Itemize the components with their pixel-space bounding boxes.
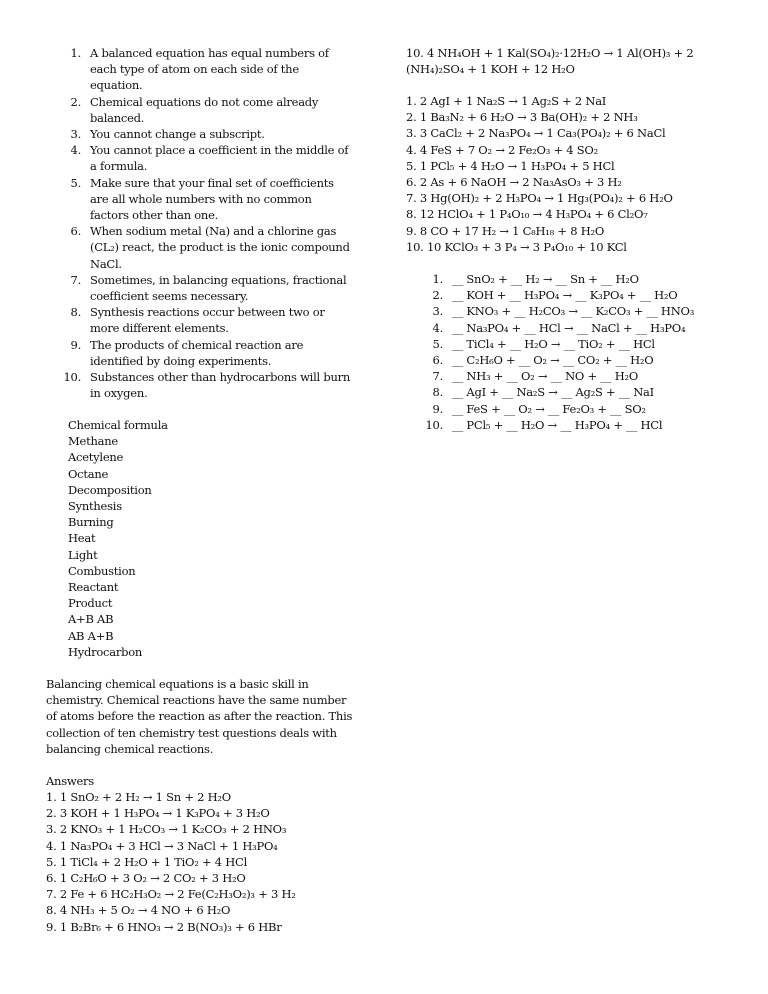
term-item: Chemical formula xyxy=(68,418,168,432)
term-item: Methane xyxy=(68,434,118,449)
answer-line: 7. 3 Hg(OH)₂ + 2 H₃PO₄ → 1 Hg₃(PO₄)₂ + 6 H₂O xyxy=(406,191,673,206)
term-item: A+B AB xyxy=(68,612,114,627)
answers-list xyxy=(46,789,296,935)
statement-text: Chemical equations do not come already balanced. xyxy=(90,94,319,125)
practice-equation: __ FeS + __ O₂ → __ Fe₂O₃ + __ SO₂ xyxy=(452,401,646,416)
answer-line: 4. 4 FeS + 7 O₂ → 2 Fe₂O₃ + 4 SO₂ xyxy=(406,142,598,157)
answer-line: 3. 3 CaCl₂ + 2 Na₃PO₄ → 1 Ca₃(PO₄)₂ + 6 NaCl xyxy=(406,126,666,141)
answer-line: 1. 2 AgI + 1 Na₂S → 1 Ag₂S + 2 NaI xyxy=(406,94,607,108)
answer-line: 9. 8 CO + 17 H₂ → 1 C₈H₁₈ + 8 H₂O xyxy=(406,223,605,238)
answer-line: 8. 12 HClO₄ + 1 P₄O₁₀ → 4 H₃PO₄ + 6 Cl₂O₇ xyxy=(406,207,648,222)
term-item: Hydrocarbon xyxy=(68,644,143,659)
answer-line: 6. 2 As + 6 NaOH → 2 Na₃AsO₃ + 3 H₂ xyxy=(406,175,622,190)
answer-line: 5. 1 TiCl₄ + 2 H₂O + 1 TiO₂ + 4 HCl xyxy=(46,854,248,869)
answers-list-set-2 xyxy=(406,93,673,255)
term-item: Product xyxy=(68,596,113,611)
statement-item: 3. You cannot change a subscript. xyxy=(62,126,352,142)
statement-text: The products of chemical reaction are identified by doing experiments. xyxy=(90,337,304,368)
term-item: Combustion xyxy=(68,563,136,578)
answer-line: 6. 1 C₂H₆O + 3 O₂ → 2 CO₂ + 3 H₂O xyxy=(46,871,246,886)
term-item: Octane xyxy=(68,466,109,481)
answer-line: 5. 1 PCl₅ + 4 H₂O → 1 H₃PO₄ + 5 HCl xyxy=(406,158,615,173)
term-item: Acetylene xyxy=(68,450,124,465)
practice-item: 1. __ SnO₂ + __ H₂ → __ Sn + __ H₂O xyxy=(421,271,721,287)
answer-line: 2. 1 Ba₃N₂ + 6 H₂O → 3 Ba(OH)₂ + 2 NH₃ xyxy=(406,110,638,125)
answer-line: 4. 1 Na₃PO₄ + 3 HCl → 3 NaCl + 1 H₃PO₄ xyxy=(46,838,278,853)
statement-item: 7. Sometimes, in balancing equations, fractional coefficient seems necessary. xyxy=(62,272,352,304)
practice-equation: __ AgI + __ Na₂S → __ Ag₂S + __ NaI xyxy=(452,385,654,400)
practice-item: 2. __ KOH + __ H₃PO₄ → __ K₃PO₄ + __ H₂O xyxy=(421,287,721,303)
practice-equation: __ TiCl₄ + __ H₂O → __ TiO₂ + __ HCl xyxy=(452,336,655,351)
intro-paragraph: Balancing chemical equations is a basic skill in chemistry. Chemical reactions have the same number of atoms before the reaction as after the reaction. This collection of ten chemistry test questions deals with balancing chemical reactions. xyxy=(46,677,353,756)
practice-equation: __ C₂H₆O + __ O₂ → __ CO₂ + __ H₂O xyxy=(452,353,654,368)
answer-line: 7. 2 Fe + 6 HC₂H₃O₂ → 2 Fe(C₂H₃O₂)₃ + 3 H₂ xyxy=(46,887,296,902)
answers-heading: Answers xyxy=(46,774,94,788)
practice-equation: __ Na₃PO₄ + __ HCl → __ NaCl + __ H₃PO₄ xyxy=(452,320,686,335)
answer-line: 9. 1 B₂Br₆ + 6 HNO₃ → 2 B(NO₃)₃ + 6 HBr xyxy=(46,919,282,934)
statement-item: 5. Make sure that your final set of coefficients are all whole numbers with no common factors other than one. xyxy=(62,175,352,224)
term-item: Synthesis xyxy=(68,499,122,514)
term-item: Light xyxy=(68,547,98,562)
term-item: Decomposition xyxy=(68,482,152,497)
practice-item: 10. __ PCl₅ + __ H₂O → __ H₃PO₄ + __ HCl xyxy=(421,417,721,433)
term-item: Reactant xyxy=(68,580,119,595)
practice-item: 5. __ TiCl₄ + __ H₂O → __ TiO₂ + __ HCl xyxy=(421,336,721,352)
practice-equation: __ PCl₅ + __ H₂O → __ H₃PO₄ + __ HCl xyxy=(452,417,663,432)
practice-equation: __ KNO₃ + __ H₂CO₃ → __ K₂CO₃ + __ HNO₃ xyxy=(452,304,695,319)
practice-equation: __ KOH + __ H₃PO₄ → __ K₃PO₄ + __ H₂O xyxy=(452,288,678,303)
statement-text: Sometimes, in balancing equations, fractional coefficient seems necessary. xyxy=(90,272,347,304)
statement-text: You cannot place a coefficient in the middle of a formula. xyxy=(90,143,349,174)
practice-equations xyxy=(421,271,721,433)
answer-line: 3. 2 KNO₃ + 1 H₂CO₃ → 1 K₂CO₃ + 2 HNO₃ xyxy=(46,822,287,837)
practice-item: 9. __ FeS + __ O₂ → __ Fe₂O₃ + __ SO₂ xyxy=(421,401,721,417)
statement-text: Synthesis reactions occur between two or more different elements. xyxy=(90,305,325,336)
practice-equation: __ SnO₂ + __ H₂ → __ Sn + __ H₂O xyxy=(452,272,639,286)
vocabulary-terms xyxy=(68,417,168,660)
answer-line: 10. 10 KClO₃ + 3 P₄ → 3 P₄O₁₀ + 10 KCl xyxy=(406,239,627,254)
term-item: AB A+B xyxy=(68,628,114,643)
statement-item: 2. Chemical equations do not come already balanced. xyxy=(62,94,352,126)
statement-text: You cannot change a subscript. xyxy=(90,127,265,142)
practice-item: 3. __ KNO₃ + __ H₂CO₃ → __ K₂CO₃ + __ HNO₃ xyxy=(421,303,721,319)
statement-text: Make sure that your final set of coefficients are all whole numbers with no common factors other than one. xyxy=(90,175,334,223)
statement-item: 6. When sodium metal (Na) and a chlorine gas (CL₂) react, the product is the ionic compound NaCl. xyxy=(62,223,352,272)
statement-item: 4. You cannot place a coefficient in the middle of a formula. xyxy=(62,142,352,174)
practice-item: 7. __ NH₃ + __ O₂ → __ NO + __ H₂O xyxy=(421,368,721,384)
answer-line: 2. 3 KOH + 1 H₃PO₄ → 1 K₃PO₄ + 3 H₂O xyxy=(46,806,270,821)
answer-line: 1. 1 SnO₂ + 2 H₂ → 1 Sn + 2 H₂O xyxy=(46,790,231,804)
practice-item: 4. __ Na₃PO₄ + __ HCl → __ NaCl + __ H₃PO₄ xyxy=(421,320,721,336)
true-false-statements xyxy=(62,45,352,401)
statement-text: Substances other than hydrocarbons will burn in oxygen. xyxy=(90,370,351,401)
statement-item: 9. The products of chemical reaction are identified by doing experiments. xyxy=(62,337,352,369)
statement-text: When sodium metal (Na) and a chlorine gas (CL₂) react, the product is the ionic compound NaCl. xyxy=(90,224,350,271)
term-item: Burning xyxy=(68,515,114,530)
statement-item: 8. Synthesis reactions occur between two or more different elements. xyxy=(62,304,352,336)
practice-item: 6. __ C₂H₆O + __ O₂ → __ CO₂ + __ H₂O xyxy=(421,352,721,368)
answer-line-10: 10. 4 NH₄OH + 1 Kal(SO₄)₂·12H₂O → 1 Al(OH)₃ + 2 (NH₄)₂SO₄ + 1 KOH + 12 H₂O xyxy=(406,46,694,77)
statement-item: 1. A balanced equation has equal numbers of each type of atom on each side of the equation. xyxy=(62,45,352,94)
term-item: Heat xyxy=(68,531,96,546)
statement-item: 10. Substances other than hydrocarbons will burn in oxygen. xyxy=(63,370,351,401)
practice-equation: __ NH₃ + __ O₂ → __ NO + __ H₂O xyxy=(452,369,639,384)
practice-item: 8. __ AgI + __ Na₂S → __ Ag₂S + __ NaI xyxy=(421,384,721,400)
statement-text: A balanced equation has equal numbers of each type of atom on each side of the equation. xyxy=(90,46,329,93)
answer-line: 8. 4 NH₃ + 5 O₂ → 4 NO + 6 H₂O xyxy=(46,903,231,918)
